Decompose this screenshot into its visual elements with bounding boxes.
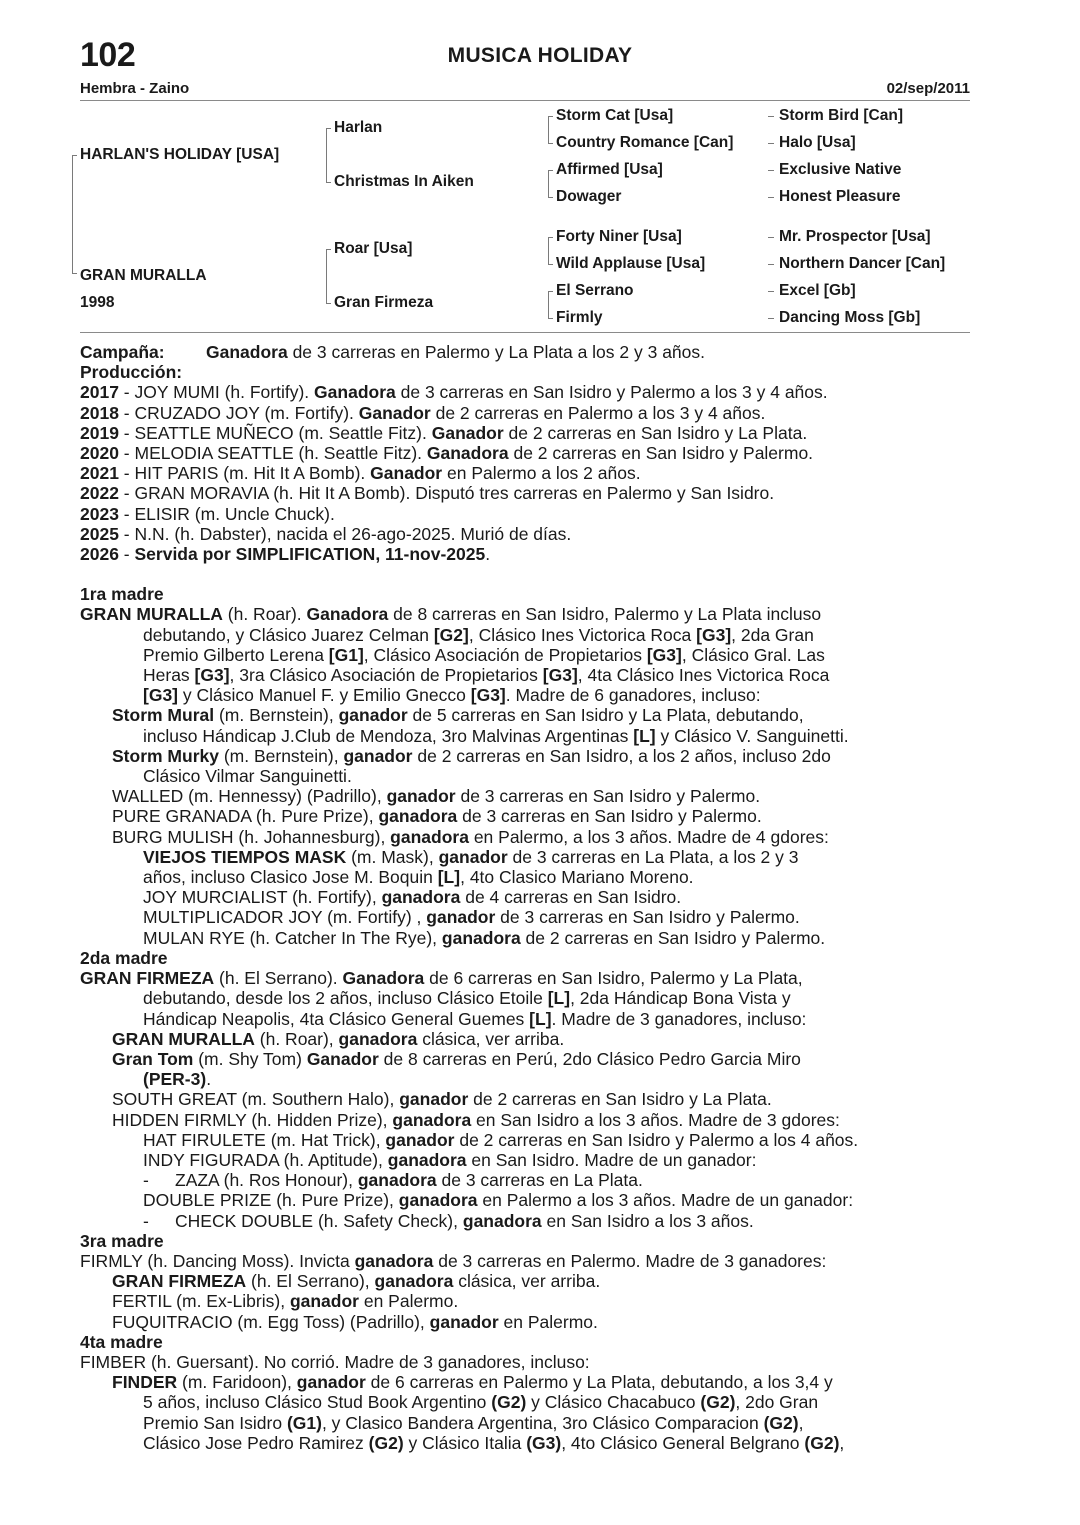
pedigree-bracket [72, 155, 73, 273]
text-run: y Clásico V. Sanguinetti. [655, 725, 849, 746]
text-run: GRAN MURALLA [112, 1028, 255, 1049]
text-run: ganador [289, 1291, 359, 1312]
text-run: [L] [529, 1008, 552, 1029]
text-run: ganadora [398, 1190, 478, 1211]
text-run: (m. Shy Tom) [193, 1048, 307, 1069]
produce-entry [80, 827, 970, 847]
produccion-item [80, 463, 970, 483]
produce-entry [80, 1049, 970, 1069]
campana-line [80, 342, 970, 362]
text-run: - SEATTLE MUÑECO (m. Seattle Fitz). [118, 422, 432, 443]
pedigree-gen4-1: Storm Bird [Can] [779, 107, 903, 124]
text-run: ganador [343, 745, 413, 766]
produce-entry [80, 1089, 970, 1109]
text-run: Storm Murky [112, 745, 219, 766]
pedigree-rule [80, 332, 970, 333]
text-run: (G2) [368, 1432, 404, 1453]
text-run: VIEJOS TIEMPOS MASK [143, 846, 347, 867]
text-run: . Madre de 3 ganadores, incluso: [551, 1008, 807, 1029]
text-run: [L] [547, 988, 571, 1009]
text-run: FUQUITRACIO (m. Egg Toss) (Padrillo), [112, 1311, 430, 1332]
text-run: - JOY MUMI (h. Fortify). [118, 382, 315, 403]
text-run: de 2 carreras en San Isidro y La Plata. [503, 422, 808, 443]
text-run: de 3 carreras en San Isidro y Palermo a los 3 y 4 años. [395, 382, 828, 403]
text-run: (h. El Serrano). [214, 968, 343, 989]
text-run: (m. Bernstein), [218, 745, 344, 766]
pedigree-gen3-8: Firmly [556, 309, 603, 326]
text-run: 2025 [80, 523, 119, 544]
text-run: de 8 carreras en Perú, 2do Clásico Pedro Garcia Miro [378, 1048, 801, 1069]
sex-color: Hembra - Zaino [80, 80, 190, 97]
text-run: Premio Gilberto Lerena [143, 644, 329, 665]
text-run: y Clásico Chacabuco [526, 1392, 701, 1413]
text-run: , Clásico Ines Victorica Roca [468, 624, 697, 645]
produce-entry [80, 705, 970, 725]
text-run: - [143, 1210, 149, 1231]
produccion-item [80, 382, 970, 402]
produce-entry [80, 1110, 970, 1130]
text-run: 2026 [80, 544, 119, 565]
text-run: de 6 carreras en Palermo y La Plata, debutando, a los 3,4 y [365, 1372, 833, 1393]
text-run: ganadora [378, 806, 458, 827]
text-run: [G3] [143, 685, 178, 706]
madre4-entry [80, 1352, 970, 1372]
text-run: 2017 [80, 382, 119, 403]
text-run: (m. Faridoon), [177, 1372, 297, 1393]
text-run: de 8 carreras en San Isidro, Palermo y La Plata incluso [388, 604, 822, 625]
text-run: ganadora [390, 826, 469, 847]
pedigree-gen2-2: Christmas In Aiken [334, 173, 474, 190]
text-run: de 4 carreras en San Isidro. [460, 887, 682, 908]
text-run: (G2) [804, 1432, 840, 1453]
text-run: 2021 [80, 463, 119, 484]
text-run: Storm Mural [112, 705, 215, 726]
pedigree-gen4-3: Exclusive Native [779, 161, 902, 178]
text-run: ganador [338, 705, 408, 726]
text-run: de 2 carreras en San Isidro y Palermo a los 4 años. [454, 1129, 859, 1150]
text-run: FIMBER (h. Guersant). No corrió. Madre de 3 ganadores, incluso: [80, 1351, 590, 1372]
text-run: ganadora [338, 1028, 418, 1049]
text-run: . [485, 544, 491, 565]
text-run: de 2 carreras en San Isidro, a los 2 años, incluso 2do [412, 745, 831, 766]
text-run: - [143, 1170, 149, 1191]
text-run: (h. Roar), [254, 1028, 339, 1049]
produce-entry [80, 1312, 970, 1332]
text-run: de 3 carreras en La Plata, a los 2 y 3 [507, 846, 799, 867]
pedigree-gen4-7: Excel [Gb] [779, 282, 856, 299]
text-run: ganador [426, 907, 496, 928]
text-run: [G3] [194, 665, 230, 686]
produce-entry [80, 1372, 970, 1392]
pedigree-gen4-2: Halo [Usa] [779, 134, 856, 151]
text-run: INDY FIGURADA (h. Aptitude), [143, 1149, 388, 1170]
text-run: . [206, 1069, 212, 1090]
text-run: (h. Roar). [222, 604, 307, 625]
text-run: [G2] [433, 624, 469, 645]
text-run: - CRUZADO JOY (m. Fortify). [118, 402, 359, 423]
text-run: MULTIPLICADOR JOY (m. Fortify) , [143, 907, 427, 928]
produce-entry [80, 1170, 970, 1190]
text-run: (G2) [763, 1412, 799, 1433]
text-run: [G1] [328, 644, 364, 665]
text-run: MULAN RYE (h. Catcher In The Rye), [143, 927, 442, 948]
produce-entry [80, 1190, 970, 1210]
text-run: Ganadora [206, 342, 288, 362]
text-run: - ELISIR (m. Uncle Chuck). [118, 503, 335, 524]
text-run: debutando, desde los 2 años, incluso Clásico Etoile [143, 988, 548, 1009]
catalog-body [80, 342, 970, 1453]
text-run: Ganador [370, 463, 443, 484]
produce-entry [80, 907, 970, 927]
produccion-item [80, 483, 970, 503]
produccion-item [80, 524, 970, 544]
text-run: - [118, 544, 135, 565]
pedigree-bracket [326, 128, 327, 182]
text-run: , 3ra Clásico Asociación de Propietarios [229, 665, 543, 686]
text-run: ganador [438, 846, 508, 867]
birth-date: 02/sep/2011 [886, 80, 970, 97]
pedigree-gen3-3: Affirmed [Usa] [556, 161, 663, 178]
text-run: (G2) [491, 1392, 527, 1413]
text-run: en San Isidro a los 3 años. Madre de 3 gdores: [471, 1109, 840, 1130]
text-run: (G3) [526, 1432, 562, 1453]
text-run: , Clásico Gral. Las [681, 644, 825, 665]
text-run: (G1) [286, 1412, 322, 1433]
text-run: ganadora [462, 1210, 542, 1231]
text-run: [G3] [696, 624, 732, 645]
text-run: , 2do Gran [735, 1392, 819, 1413]
text-run: ganador [399, 1089, 469, 1110]
text-run: (G2) [700, 1392, 736, 1413]
text-run: de 5 carreras en San Isidro y La Plata, debutando, [407, 705, 804, 726]
produce-entry [80, 1029, 970, 1049]
madre2-entry [80, 968, 970, 988]
text-run: ganador [296, 1372, 366, 1393]
produccion-item [80, 544, 970, 564]
text-run: (m. Bernstein), [214, 705, 339, 726]
text-run: (h. El Serrano), [246, 1271, 375, 1292]
text-run: PURE GRANADA (h. Pure Prize), [112, 806, 379, 827]
text-run: en Palermo, a los 3 años. Madre de 4 gdores: [468, 826, 829, 847]
text-run: JOY MURCIALIST (h. Fortify), [143, 887, 382, 908]
produce-entry [80, 1271, 970, 1291]
madre1-heading: 1ra madre [80, 584, 164, 605]
text-run: de 2 carreras en San Isidro y La Plata. [468, 1089, 772, 1110]
madre3-heading: 3ra madre [80, 1230, 164, 1251]
text-run: de 3 carreras en San Isidro y Palermo. [457, 806, 762, 827]
pedigree-gen3-6: Wild Applause [Usa] [556, 255, 706, 272]
madre2-heading: 2da madre [80, 947, 168, 968]
text-run: Gran Tom [112, 1048, 194, 1069]
produccion-item [80, 403, 970, 423]
text-run: Campaña: [80, 342, 165, 362]
text-run: 2023 [80, 503, 119, 524]
pedigree-dam: GRAN MURALLA [80, 267, 207, 284]
text-run: . Madre de 6 ganadores, incluso: [505, 685, 761, 706]
text-run: de 3 carreras en San Isidro y Palermo. [495, 907, 800, 928]
text-run: , 4to Clásico General Belgrano [561, 1432, 805, 1453]
text-run: WALLED (m. Hennessy) (Padrillo), [112, 786, 387, 807]
text-run: de 6 carreras en San Isidro, Palermo y La Plata, [424, 968, 803, 989]
text-run: 2019 [80, 422, 119, 443]
text-run: [L] [437, 867, 461, 888]
text-run: 2018 [80, 402, 119, 423]
text-run: CHECK DOUBLE (h. Safety Check), [175, 1210, 463, 1231]
pedigree-gen3-2: Country Romance [Can] [556, 134, 734, 151]
pedigree-sire: HARLAN'S HOLIDAY [USA] [80, 146, 280, 163]
text-run: FERTIL (m. Ex-Libris), [112, 1291, 290, 1312]
text-run: de 2 carreras en Palermo a los 3 y 4 años. [430, 402, 766, 423]
produce-entry [80, 806, 970, 826]
text-run: FINDER [112, 1372, 178, 1393]
text-run: Premio San Isidro [143, 1412, 287, 1433]
text-run: Ganadora [342, 968, 425, 989]
text-run: clásica, ver arriba. [453, 1271, 601, 1292]
text-run: GRAN FIRMEZA [112, 1271, 247, 1292]
text-run: [L] [633, 725, 656, 746]
text-run: - GRAN MORAVIA (h. Hit It A Bomb). Disputó tres carreras en Palermo y San Isidro. [118, 483, 775, 504]
pedigree-gen3-5: Forty Niner [Usa] [556, 228, 682, 245]
text-run: en Palermo. [498, 1311, 598, 1332]
text-run: clásica, ver arriba. [417, 1028, 565, 1049]
text-run: Clásico Jose Pedro Ramirez [143, 1432, 369, 1453]
text-run: en Palermo. [358, 1291, 459, 1312]
text-run: , 4ta Clásico Ines Victorica Roca [577, 665, 830, 686]
text-run: y Clásico Italia [403, 1432, 527, 1453]
text-run: , [798, 1412, 804, 1433]
produce-entry [80, 847, 970, 867]
produccion-item [80, 504, 970, 524]
text-run: ganadora [381, 887, 461, 908]
text-run: , 2da Hándicap Bona Vista y [570, 988, 791, 1009]
text-run: [G3] [646, 644, 682, 665]
produce-entry [80, 1150, 970, 1170]
text-run: DOUBLE PRIZE (h. Pure Prize), [143, 1190, 399, 1211]
produce-entry [80, 928, 970, 948]
pedigree-gen3-4: Dowager [556, 188, 622, 205]
text-run: Heras [143, 665, 195, 686]
pedigree-gen4-8: Dancing Moss [Gb] [779, 309, 921, 326]
text-run: GRAN MURALLA [80, 604, 223, 625]
text-run: ZAZA (h. Ros Honour), [175, 1170, 358, 1191]
text-run: 5 años, incluso Clásico Stud Book Argentino [143, 1392, 492, 1413]
pedigree-gen4-6: Northern Dancer [Can] [779, 255, 946, 272]
text-run: incluso Hándicap J.Club de Mendoza, 3ro Malvinas Argentinas [143, 725, 634, 746]
text-run: ganadora [374, 1271, 454, 1292]
produce-entry [80, 746, 970, 766]
text-run: de 3 carreras en San Isidro y Palermo. [455, 786, 761, 807]
text-run: Ganador [306, 1048, 379, 1069]
pedigree-gen2-3: Roar [Usa] [334, 240, 413, 257]
text-run: (PER-3) [143, 1069, 207, 1090]
text-run: (m. Mask), [346, 846, 439, 867]
text-run: Clásico Vilmar Sanguinetti. [143, 766, 352, 787]
text-run: en San Isidro. Madre de un ganador: [466, 1149, 757, 1170]
pedigree-gen2-4: Gran Firmeza [334, 294, 434, 311]
pedigree-gen3-7: El Serrano [556, 282, 634, 299]
text-run: ganadora [354, 1250, 434, 1271]
text-run: ganadora [392, 1109, 472, 1130]
text-run: de 3 carreras en Palermo y La Plata a los 2 y 3 años. [287, 342, 706, 362]
pedigree-gen4-5: Mr. Prospector [Usa] [779, 228, 931, 245]
pedigree-gen2-1: Harlan [334, 119, 383, 136]
text-run: FIRMLY (h. Dancing Moss). Invicta [80, 1250, 355, 1271]
text-run: en Palermo a los 3 años. Madre de un ganador: [477, 1190, 854, 1211]
text-run: HIDDEN FIRMLY (h. Hidden Prize), [112, 1109, 393, 1130]
text-run: en San Isidro a los 3 años. [541, 1210, 754, 1231]
text-run: Ganadora [426, 443, 509, 464]
text-run: Ganadora [314, 382, 396, 403]
text-run: ganadora [357, 1170, 437, 1191]
produce-entry [80, 887, 970, 907]
text-run: Servida por SIMPLIFICATION, 11-nov-2025 [134, 544, 486, 565]
text-run: de 3 carreras en Palermo. Madre de 3 ganadores: [433, 1250, 827, 1271]
produce-entry [80, 1130, 970, 1150]
produccion-heading: Producción: [80, 362, 183, 383]
text-run: , 4to Clasico Mariano Moreno. [460, 867, 694, 888]
text-run: 2022 [80, 483, 119, 504]
madre3-entry [80, 1251, 970, 1271]
text-run: - HIT PARIS (m. Hit It A Bomb). [118, 463, 371, 484]
text-run: ganador [386, 786, 456, 807]
text-run: en Palermo a los 2 años. [442, 463, 641, 484]
text-run: ganadora [387, 1149, 467, 1170]
text-run: , 2da Gran [731, 624, 814, 645]
text-run: [G3] [542, 665, 578, 686]
madre1-entry [80, 604, 970, 624]
pedigree-bracket [326, 249, 327, 303]
text-run: Ganador [358, 402, 431, 423]
text-run: GRAN FIRMEZA [80, 968, 215, 989]
text-run: debutando, y Clásico Juarez Celman [143, 624, 434, 645]
pedigree-gen3-1: Storm Cat [Usa] [556, 107, 674, 124]
text-run: - N.N. (h. Dabster), nacida el 26-ago-2025. Murió de días. [118, 523, 572, 544]
text-run: Hándicap Neapolis, 4ta Clásico General Guemes [143, 1008, 530, 1029]
text-run: Ganador [431, 422, 504, 443]
text-run: , [839, 1432, 845, 1453]
text-run: ganadora [441, 927, 521, 948]
text-run: de 3 carreras en La Plata. [436, 1170, 643, 1191]
produce-entry [80, 1291, 970, 1311]
text-run: de 2 carreras en San Isidro y Palermo. [508, 443, 814, 464]
produccion-item [80, 443, 970, 463]
horse-name: MUSICA HOLIDAY [447, 44, 633, 67]
madre4-heading: 4ta madre [80, 1331, 163, 1352]
text-run: años, incluso Clasico Jose M. Boquin [143, 867, 438, 888]
text-run: 2020 [80, 443, 119, 464]
text-run: [G3] [470, 685, 506, 706]
text-run: Ganadora [306, 604, 389, 625]
text-run: ganador [429, 1311, 499, 1332]
produce-entry [80, 1211, 970, 1231]
produccion-item [80, 423, 970, 443]
text-run: HAT FIRULETE (m. Hat Trick), [143, 1129, 386, 1150]
header-rule [80, 100, 970, 101]
pedigree-dam-year: 1998 [80, 294, 115, 311]
text-run: BURG MULISH (h. Johannesburg), [112, 826, 391, 847]
lot-number: 102 [80, 36, 136, 74]
text-run: , y Clasico Bandera Argentina, 3ro Clásico Comparacion [321, 1412, 764, 1433]
text-run: - MELODIA SEATTLE (h. Seattle Fitz). [118, 443, 427, 464]
text-run: , Clásico Asociación de Propietarios [363, 644, 647, 665]
pedigree-gen4-4: Honest Pleasure [779, 188, 901, 205]
produce-entry [80, 786, 970, 806]
text-run: y Clásico Manuel F. y Emilio Gnecco [178, 685, 471, 706]
text-run: SOUTH GREAT (m. Southern Halo), [112, 1089, 400, 1110]
text-run: de 2 carreras en San Isidro y Palermo. [520, 927, 826, 948]
text-run: ganador [385, 1129, 455, 1150]
